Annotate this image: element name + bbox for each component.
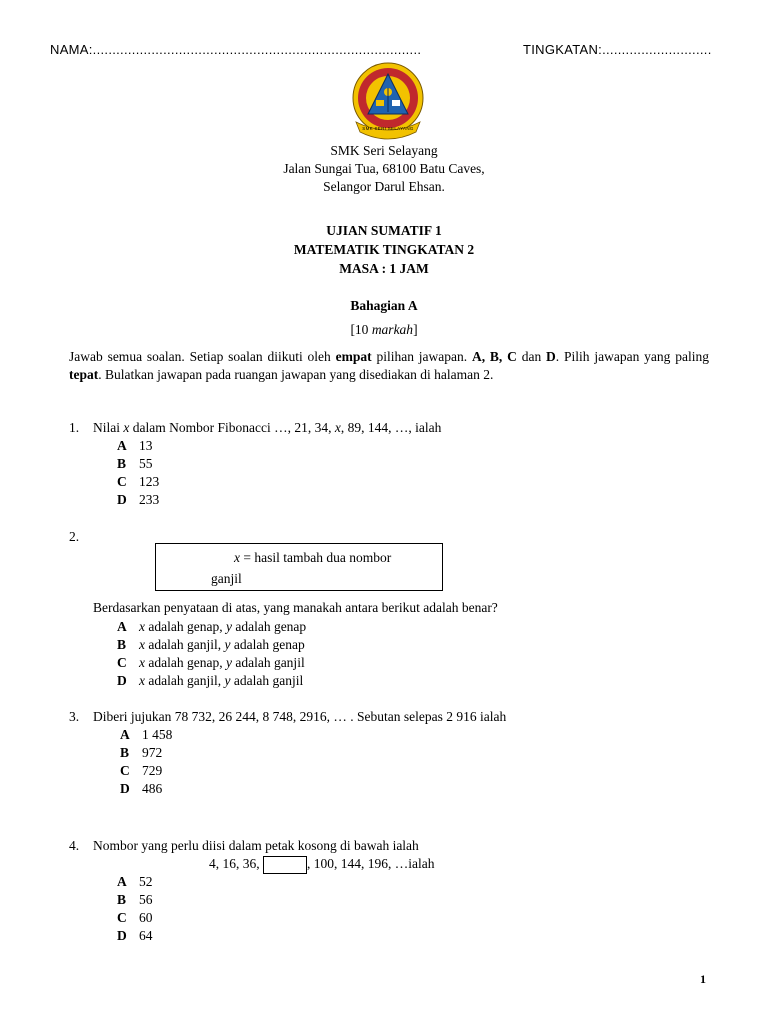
section-title: Bahagian A xyxy=(350,298,418,313)
exam-duration: MASA : 1 JAM xyxy=(339,261,429,276)
q4-option-b[interactable]: B 56 xyxy=(117,892,153,907)
q1-option-a[interactable]: A 13 xyxy=(117,438,153,453)
instructions: Jawab semua soalan. Setiap soalan diikuti oleh empat pilihan jawapan. A, B, C dan D. Pilih jawapan yang paling tepat. Bulatkan jawapan pada ruangan jawapan yang disediakan di halaman 2. xyxy=(69,349,709,382)
q2-statement-line2: ganjil xyxy=(211,571,242,586)
q3-option-b[interactable]: B 972 xyxy=(120,745,163,760)
page-number: 1 xyxy=(700,972,706,986)
name-dots: .................................................................................... xyxy=(92,42,422,57)
q2-option-c[interactable]: C x adalah genap, y adalah ganjil xyxy=(117,655,305,670)
q4-stem: Nombor yang perlu diisi dalam petak kosong di bawah ialah xyxy=(93,838,419,853)
section-marks: [10 markah] xyxy=(350,322,418,337)
form-field[interactable] xyxy=(523,42,712,57)
q3-option-d[interactable]: D 486 xyxy=(120,781,163,796)
exam-title: UJIAN SUMATIF 1 xyxy=(326,223,442,238)
form-label: TINGKATAN: xyxy=(523,42,603,57)
form-dots: ............................ xyxy=(602,42,712,57)
school-address-1: Jalan Sungai Tua, 68100 Batu Caves, xyxy=(283,161,485,176)
q2-option-d[interactable]: D x adalah ganjil, y adalah ganjil xyxy=(117,673,304,688)
q4-option-a[interactable]: A 52 xyxy=(117,874,153,889)
q3-number: 3. xyxy=(69,709,80,724)
q1-option-c[interactable]: C 123 xyxy=(117,474,160,489)
q1-option-b[interactable]: B 55 xyxy=(117,456,153,471)
q2-number: 2. xyxy=(69,529,80,544)
q1-stem: Nilai x dalam Nombor Fibonacci …, 21, 34, x, 89, 144, …, ialah xyxy=(93,420,442,435)
school-name: SMK Seri Selayang xyxy=(330,143,438,158)
logo-ribbon-text: SMK SERI SELAYANG xyxy=(362,126,414,131)
q4-option-d[interactable]: D 64 xyxy=(117,928,153,943)
q2-option-b[interactable]: B x adalah ganjil, y adalah genap xyxy=(117,637,305,652)
q4-blank-box[interactable] xyxy=(263,856,307,874)
exam-subject: MATEMATIK TINGKATAN 2 xyxy=(293,242,475,257)
q4-sequence: 4, 16, 36, , 100, 144, 196, …ialah xyxy=(209,856,435,874)
q1-number: 1. xyxy=(69,420,80,435)
name-field[interactable] xyxy=(50,42,421,57)
q2-statement-line1: x = hasil tambah dua nombor xyxy=(234,550,392,565)
q3-option-c[interactable]: C 729 xyxy=(120,763,163,778)
q4-option-c[interactable]: C 60 xyxy=(117,910,153,925)
q1-option-d[interactable]: D 233 xyxy=(117,492,160,507)
q2-option-a[interactable]: A x adalah genap, y adalah genap xyxy=(117,619,307,634)
q3-option-a[interactable]: A 1 458 xyxy=(120,727,173,742)
q2-stem: Berdasarkan penyataan di atas, yang manakah antara berikut adalah benar? xyxy=(93,600,498,615)
q3-stem: Diberi jujukan 78 732, 26 244, 8 748, 2916, … . Sebutan selepas 2 916 ialah xyxy=(93,709,507,724)
q2-statement-box xyxy=(155,543,443,591)
q4-number: 4. xyxy=(69,838,80,853)
school-address-2: Selangor Darul Ehsan. xyxy=(323,179,445,194)
name-label: NAMA: xyxy=(50,42,93,57)
